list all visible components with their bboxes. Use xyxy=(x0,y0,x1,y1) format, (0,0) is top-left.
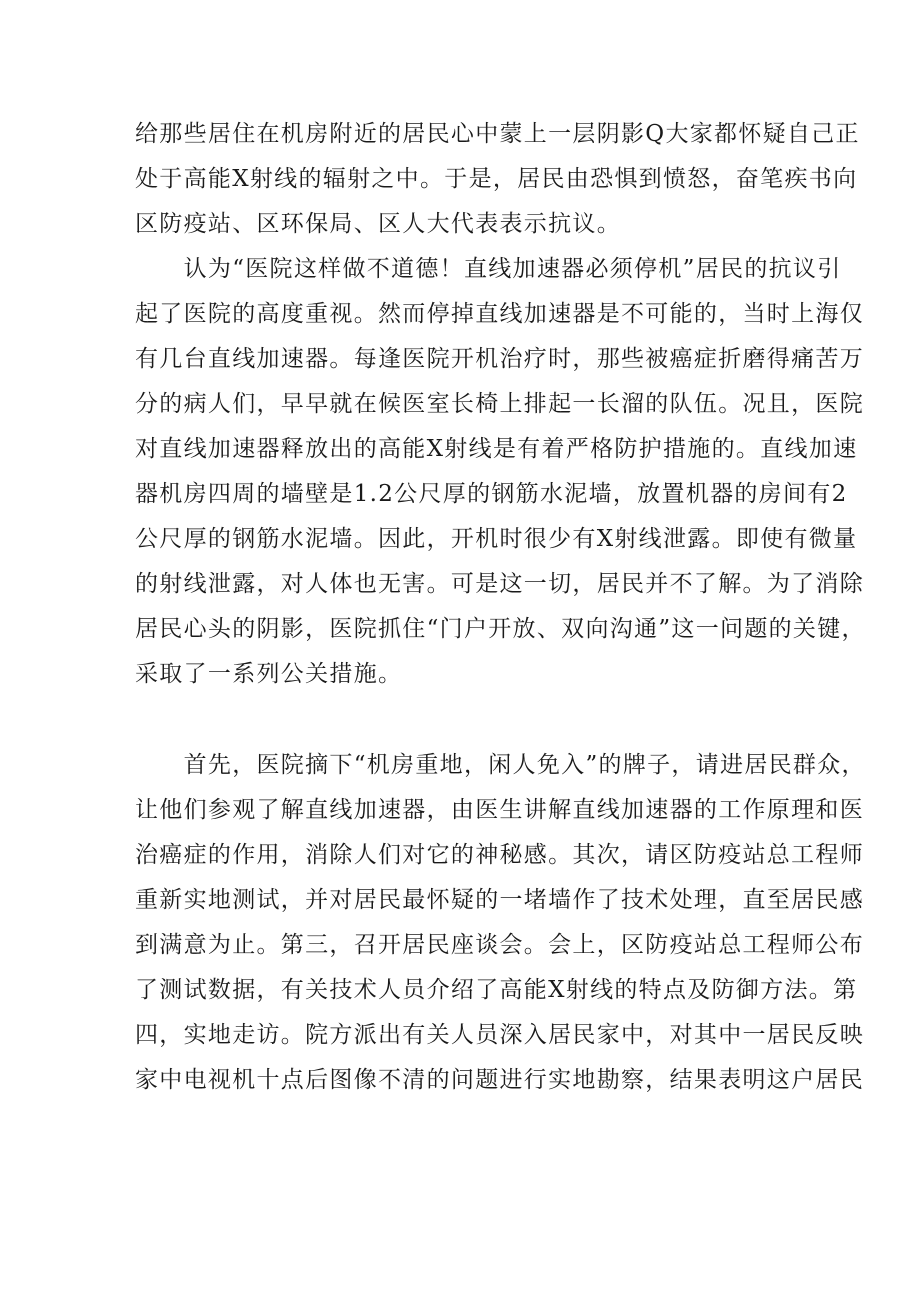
paragraph-3 xyxy=(135,743,866,1103)
paragraph-1 xyxy=(135,112,860,247)
paragraph-line: 区防疫站、区环保局、区人大代表表示抗议。 xyxy=(135,211,621,237)
paragraph-line: 到满意为止。第三，召开居民座谈会。会上，区防疫站总工程师公布 xyxy=(135,932,864,958)
paragraph-line: 首先，医院摘下“机房重地，闲人免入”的牌子，请进居民群众， xyxy=(135,752,866,778)
paragraph-line: 的射线泄露，对人体也无害。可是这一切，居民并不了解。为了消除 xyxy=(135,571,864,597)
paragraph-line: 有几台直线加速器。每逢医院开机治疗时，那些被癌症折磨得痛苦万 xyxy=(135,346,864,372)
paragraph-line: 让他们参观了解直线加速器，由医生讲解直线加速器的工作原理和医 xyxy=(135,797,864,823)
paragraph-line: 器机房四周的墙壁是1.2公尺厚的钢筋水泥墙，放置机器的房间有2 xyxy=(135,481,848,507)
paragraph-line: 公尺厚的钢筋水泥墙。因此，开机时很少有X射线泄露。即使有微量 xyxy=(135,526,858,552)
paragraph-line: 起了医院的高度重视。然而停掉直线加速器是不可能的，当时上海仅 xyxy=(135,301,864,327)
paragraph-line: 居民心头的阴影，医院抓住“门户开放、双向沟通”这一问题的关键， xyxy=(135,616,866,642)
paragraph-line: 四，实地走访。院方派出有关人员深入居民家中，对其中一居民反映 xyxy=(135,1022,864,1048)
paragraph-line: 给那些居住在机房附近的居民心中蒙上一层阴影Q大家都怀疑自己正 xyxy=(135,121,860,147)
paragraph-line: 对直线加速器释放出的高能X射线是有着严格防护措施的。直线加速 xyxy=(135,436,858,462)
paragraph-line: 了测试数据，有关技术人员介绍了高能X射线的特点及防御方法。第 xyxy=(135,977,858,1003)
paragraph-line: 重新实地测试，并对居民最怀疑的一堵墙作了技术处理，直至居民感 xyxy=(135,887,864,913)
paragraph-line: 处于高能X射线的辐射之中。于是，居民由恐惧到愤怒，奋笔疾书向 xyxy=(135,166,858,192)
paragraph-line: 分的病人们，早早就在候医室长椅上排起一长溜的队伍。况且，医院 xyxy=(135,391,864,417)
paragraph-line: 认为“医院这样做不道德！直线加速器必须停机”居民的抗议引 xyxy=(135,256,842,282)
paragraph-line: 治癌症的作用，消除人们对它的神秘感。其次，请区防疫站总工程师 xyxy=(135,842,864,868)
paragraph-line: 采取了一系列公关措施。 xyxy=(135,661,403,687)
paragraph-2 xyxy=(135,247,866,697)
paragraph-line: 家中电视机十点后图像不清的问题进行实地勘察，结果表明这户居民 xyxy=(135,1067,864,1093)
